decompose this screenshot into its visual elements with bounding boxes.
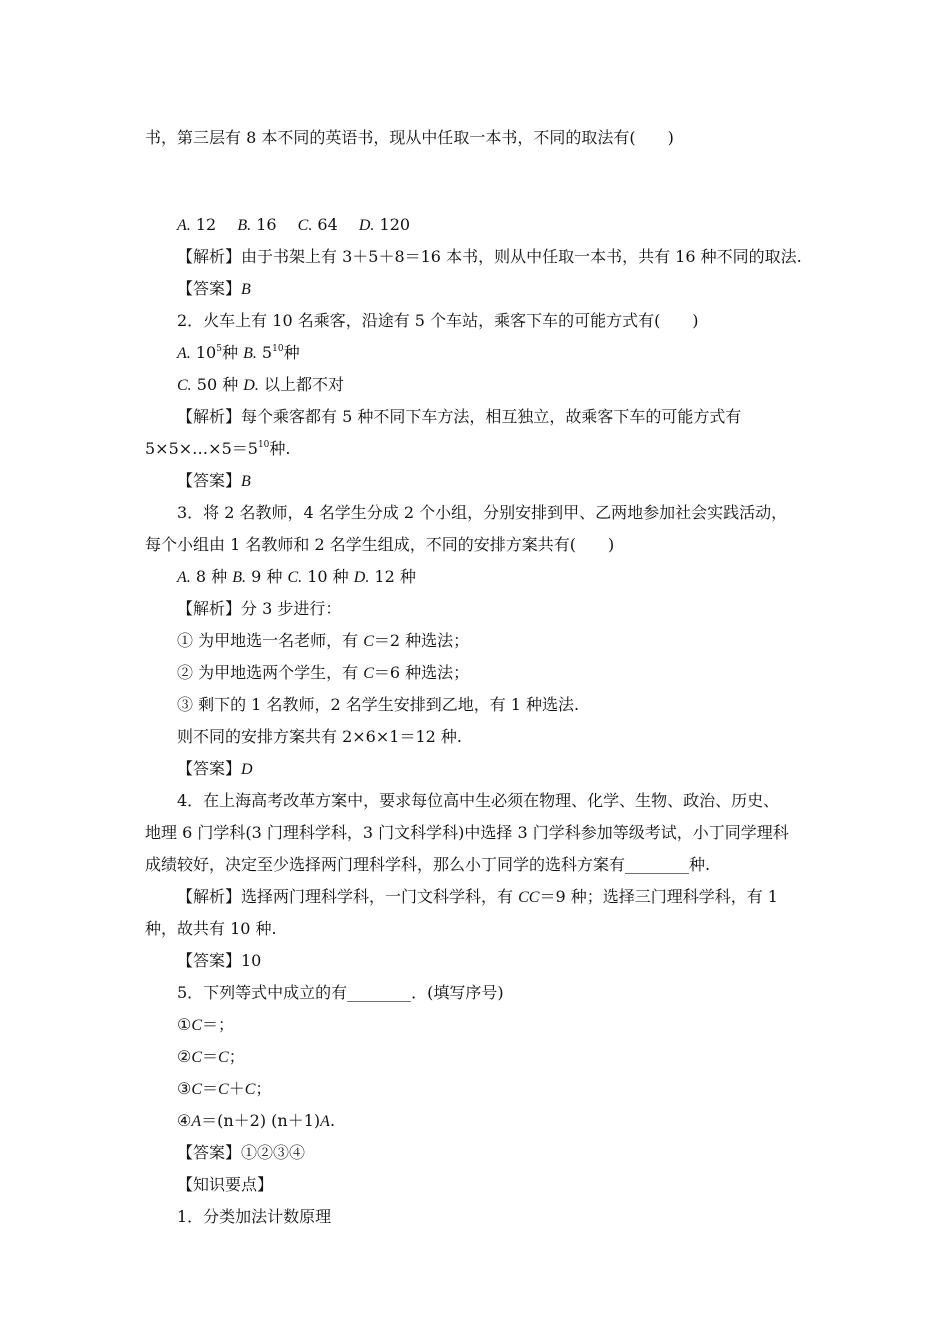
q2-options-cd — [177, 375, 344, 396]
q2-option-c-letter: C. — [177, 377, 192, 394]
q4-analysis-cc: CC — [518, 889, 540, 906]
q5-item3-c2: C — [218, 1081, 229, 1098]
q2-option-c-text: 50 种 — [191, 375, 244, 394]
q1-answer-value: B — [241, 281, 251, 298]
q2-answer-label: 【答案】 — [177, 471, 242, 490]
q4-analysis-line2: 种，故共有 10 种. — [145, 919, 277, 938]
q3-option-b-text: 9 种 — [246, 567, 288, 586]
knowledge-heading: 【知识要点】 — [177, 1175, 274, 1194]
q3-stem-line2: 每个小组由 1 名教师和 2 名学生组成，不同的安排方案共有( ) — [145, 535, 615, 554]
q3-conclusion: 则不同的安排方案共有 2×6×1＝12 种. — [177, 727, 462, 746]
q3-option-d-letter: D. — [353, 569, 370, 586]
q1-options — [177, 215, 410, 236]
q3-options — [177, 567, 416, 588]
q4-stem-line3: 成绩较好，决定至少选择两门理科学科，那么小丁同学的选科方案有________种. — [145, 855, 711, 874]
q4-stem-line2: 地理 6 门学科(3 门理科学科，3 门文科学科)中选择 3 门学科参加等级考试，小丁同学理科 — [145, 823, 789, 842]
q3-step2-pre: ② 为甲地选两个学生，有 — [177, 663, 364, 682]
q5-item2-num: ② — [177, 1047, 192, 1066]
q1-option-b-text: 16 — [251, 215, 293, 234]
q3-step1-pre: ① 为甲地选一名老师，有 — [177, 631, 364, 650]
q3-option-d-text: 12 种 — [369, 567, 416, 586]
q1-option-d-letter: D. — [358, 217, 375, 234]
q1-option-a-letter: A. — [177, 217, 191, 234]
q5-item1-c: C — [191, 1017, 203, 1034]
q5-item4 — [177, 1111, 335, 1132]
q1-analysis: 【解析】由于书架上有 3＋5＋8＝16 本书，则从中任取一本书，共有 16 种不同的取法. — [177, 247, 802, 266]
q1-option-b-letter: B. — [237, 217, 252, 234]
q2-option-b-unit: 种 — [283, 343, 300, 362]
q4-analysis-post: ＝9 种；选择三门理科学科，有 1 — [539, 887, 778, 906]
knowledge-point-1: 1．分类加法计数原理 — [177, 1207, 332, 1226]
q2-option-b-letter: B. — [243, 345, 257, 362]
q3-answer-value: D — [241, 761, 253, 778]
q3-option-a-text: 8 种 — [190, 567, 233, 586]
q3-answer — [177, 759, 253, 780]
q4-answer: 【答案】10 — [177, 951, 262, 970]
q1-option-a-text: 12 — [190, 215, 233, 234]
q2-option-b-base: 5 — [256, 343, 273, 362]
q1-stem-tail: 书，第三层有 8 本不同的英语书，现从中任取一本书，不同的取法有( ) — [145, 128, 674, 147]
q1-answer-label: 【答案】 — [177, 279, 242, 298]
q5-item2-c1: C — [191, 1049, 203, 1066]
q1-option-c-text: 64 — [312, 215, 354, 234]
q5-item4-num: ④ — [177, 1111, 192, 1130]
q5-item1-rest: ＝； — [202, 1015, 235, 1034]
q2-answer — [177, 471, 251, 492]
q2-option-d-letter: D. — [243, 377, 259, 394]
q3-option-c-letter: C. — [287, 569, 303, 586]
q3-step1 — [177, 631, 469, 652]
q1-answer — [177, 279, 251, 300]
q2-option-a-base: 10 — [190, 343, 217, 362]
q3-step2 — [177, 663, 469, 684]
q3-step3: ③ 剩下的 1 名教师，2 名学生安排到乙地，有 1 种选法. — [177, 695, 580, 714]
q2-analysis-line2-pre: 5×5×…×5＝5 — [145, 439, 258, 458]
q3-step2-post: ＝6 种选法； — [373, 663, 470, 682]
q5-item3 — [177, 1079, 271, 1100]
q2-options-ab — [177, 343, 300, 364]
q2-analysis-line2 — [145, 439, 291, 459]
q5-item2-end: ； — [228, 1047, 245, 1066]
q5-item3-end: ； — [255, 1079, 272, 1098]
q2-stem: 2．火车上有 10 名乘客，沿途有 5 个车站，乘客下车的可能方式有( ) — [177, 311, 699, 330]
q2-option-a-letter: A. — [177, 345, 191, 362]
q2-option-d-text: 以上都不对 — [258, 375, 344, 394]
q5-item3-plus: ＋ — [228, 1079, 245, 1098]
q5-item3-num: ③ — [177, 1079, 192, 1098]
q3-analysis-head: 【解析】分 3 步进行： — [177, 599, 342, 618]
q1-option-c-letter: C. — [297, 217, 313, 234]
q3-step1-c: C — [363, 633, 374, 650]
q4-stem-line1: 4．在上海高考改革方案中，要求每位高中生必须在物理、化学、生物、政治、历史、 — [177, 791, 780, 810]
q3-answer-label: 【答案】 — [177, 759, 242, 778]
q5-item3-mid: ＝ — [202, 1079, 219, 1098]
q2-option-a-unit: 种 — [221, 343, 244, 362]
q3-option-c-text: 10 种 — [302, 567, 354, 586]
q2-analysis-line2-post: 种. — [269, 439, 291, 458]
q3-stem-line1: 3．将 2 名教师，4 名学生分成 2 个小组，分别安排到甲、乙两地参加社会实践活动， — [177, 503, 788, 522]
q2-answer-value: B — [241, 473, 251, 490]
q5-item3-c1: C — [191, 1081, 203, 1098]
q5-item3-c3: C — [244, 1081, 256, 1098]
q2-analysis-line1: 【解析】每个乘客都有 5 种不同下车方法，相互独立，故乘客下车的可能方式有 — [177, 407, 742, 426]
q3-option-b-letter: B. — [232, 569, 247, 586]
q5-answer: 【答案】①②③④ — [177, 1143, 306, 1162]
q4-analysis-line1 — [177, 887, 778, 908]
q2-option-b-exp: 10 — [272, 343, 284, 354]
q3-option-a-letter: A. — [177, 569, 191, 586]
q5-item2-c2: C — [218, 1049, 229, 1066]
q3-step1-post: ＝2 种选法； — [373, 631, 470, 650]
q2-analysis-line2-exp: 10 — [257, 439, 270, 450]
q5-item2 — [177, 1047, 245, 1068]
q4-analysis-pre: 【解析】选择两门理科学科，一门文科学科，有 — [177, 887, 519, 906]
q5-item2-mid: ＝ — [202, 1047, 219, 1066]
q1-option-d-text: 120 — [374, 215, 411, 234]
q5-item4-mid: ＝(n＋2) (n＋1) — [201, 1111, 321, 1130]
q5-item4-end: . — [329, 1111, 336, 1130]
q2-option-a-exp: 5 — [216, 343, 222, 354]
q5-item4-a1: A — [191, 1113, 202, 1130]
q3-step2-c: C — [363, 665, 374, 682]
q5-item1-num: ① — [177, 1015, 192, 1034]
q5-item1 — [177, 1015, 234, 1036]
q5-item4-a2: A — [320, 1113, 330, 1130]
q5-stem: 5．下列等式中成立的有________．(填写序号) — [177, 983, 504, 1002]
